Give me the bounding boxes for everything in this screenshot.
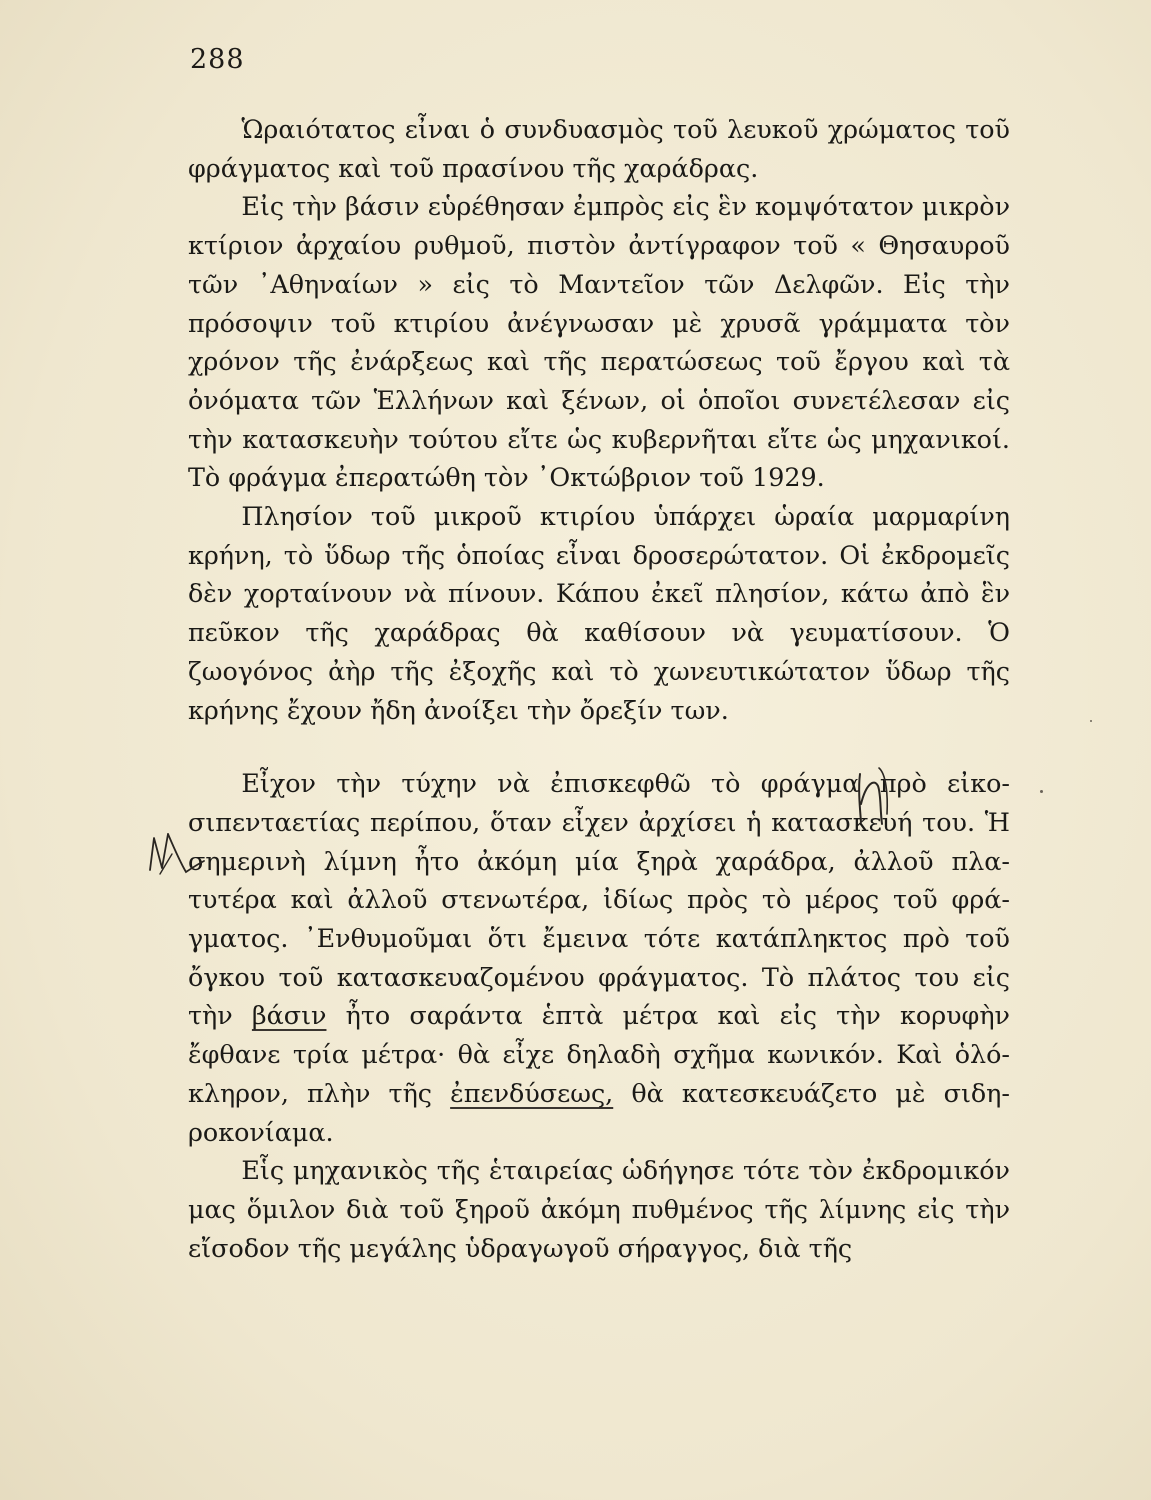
paragraph-1: Ὡραιότατος εἶναι ὁ συνδυασμὸς τοῦ λευκοῦ χρώματος τοῦ φράγματος καὶ τοῦ πρασίνου τῆς χαράδρας. [188,114,1010,183]
handwritten-mark-icon [852,764,894,828]
paragraph-3: Πλησίον τοῦ μικροῦ κτιρίου ὑπάρχει ὡραία μαρμαρίνη κρήνη, τὸ ὕδωρ τῆς ὁποίας εἶναι δροσερώτατον. Οἱ ἐκδρομεῖς δὲν χορταίνουν νὰ πίνουν. Κάπου ἐκεῖ πλησίον, κάτω ἀπὸ ἓν πεῦκον τῆς χαράδρας θὰ καθίσουν νὰ γευματίσουν. Ὁ ζωογόνος ἀὴρ τῆς ἐξοχῆς καὶ τὸ χωνευτικώτατον ὕδωρ τῆς κρήνης ἔχουν ἤδη ἀνοίξει τὴν ὄρεξίν των. [188,501,1010,725]
page-number: 288 [190,44,245,75]
body-text [188,110,1010,1267]
underlined-word-basin: βάσιν [251,1000,327,1031]
paragraph-4-text-a: Εἶχον τὴν τύχην νὰ ἐπισκεφθῶ τὸ φράγμα πρὸ εἰκοσιπενταετίας περίπου, ὅταν εἶχεν ἀρχίσει ἡ κατασκευή του. Ἡ σημερινὴ λίμνη ἦτο ἀκόμη μία ξηρὰ χαράδρα, ἀλλοῦ πλατυτέρα καὶ ἀλλοῦ στενωτέρα, ἰδίως πρὸς τὸ μέρος τοῦ φράγματος. ᾿Ενθυμοῦμαι ὅτι ἔμεινα τότε κατάπληκτος πρὸ τοῦ ὄγκου τοῦ κατασκευαζομένου φράγματος. Τὸ πλάτος του εἰς τὴν [188,768,1010,1031]
underlined-word-ependyseos: ἐπενδύσεως, [450,1077,614,1108]
paragraph-4-text-c: θὰ κατεσκευάζετο μὲ σιδηροκονίαμα. [188,1077,1010,1147]
paragraph-2: Εἰς τὴν βάσιν εὑρέθησαν ἐμπρὸς εἰς ἓν κομψότατον μικρὸν κτίριον ἀρχαίου ρυθμοῦ, πιστὸν ἀντίγραφον τοῦ « Θησαυροῦ τῶν ᾿Αθηναίων » εἰς τὸ Μαντεῖον τῶν Δελφῶν. Εἰς τὴν πρόσοψιν τοῦ κτιρίου ἀνέγνωσαν μὲ χρυσᾶ γράμματα τὸν χρόνον τῆς ἐνάρξεως καὶ τῆς περατώσεως τοῦ ἔργου καὶ τὰ ὀνόματα τῶν Ἑλλήνων καὶ ξένων, οἱ ὁποῖοι συνετέλεσαν εἰς τὴν κατασκευὴν τούτου εἴτε ὡς κυβερνῆται εἴτε ὡς μηχανικοί. Τὸ φράγμα ἐπερατώθη τὸν ᾿Οκτώβριον τοῦ 1929. [188,191,1010,493]
paper-speck [1090,720,1092,722]
paragraph-4-text-b: ἦτο σαράντα ἑπτὰ μέτρα καὶ εἰς τὴν κορυφὴν ἔφθανε τρία μέτρα· θὰ εἶχε δηλαδὴ σχῆμα κωνικόν. Καὶ ὁλόκληρον, πλὴν τῆς [188,1000,1010,1108]
handwritten-margin-mark-icon [146,828,208,878]
paragraph-5: Εἷς μηχανικὸς τῆς ἑταιρείας ὡδήγησε τότε τὸν ἐκδρομικόν μας ὅμιλον διὰ τοῦ ξηροῦ ἀκόμη πυθμένος τῆς λίμνης εἰς τὴν εἴσοδον τῆς μεγάλης ὑδραγωγοῦ σήραγγος, διὰ τῆς [188,1155,1010,1263]
paper-speck [1040,790,1043,793]
